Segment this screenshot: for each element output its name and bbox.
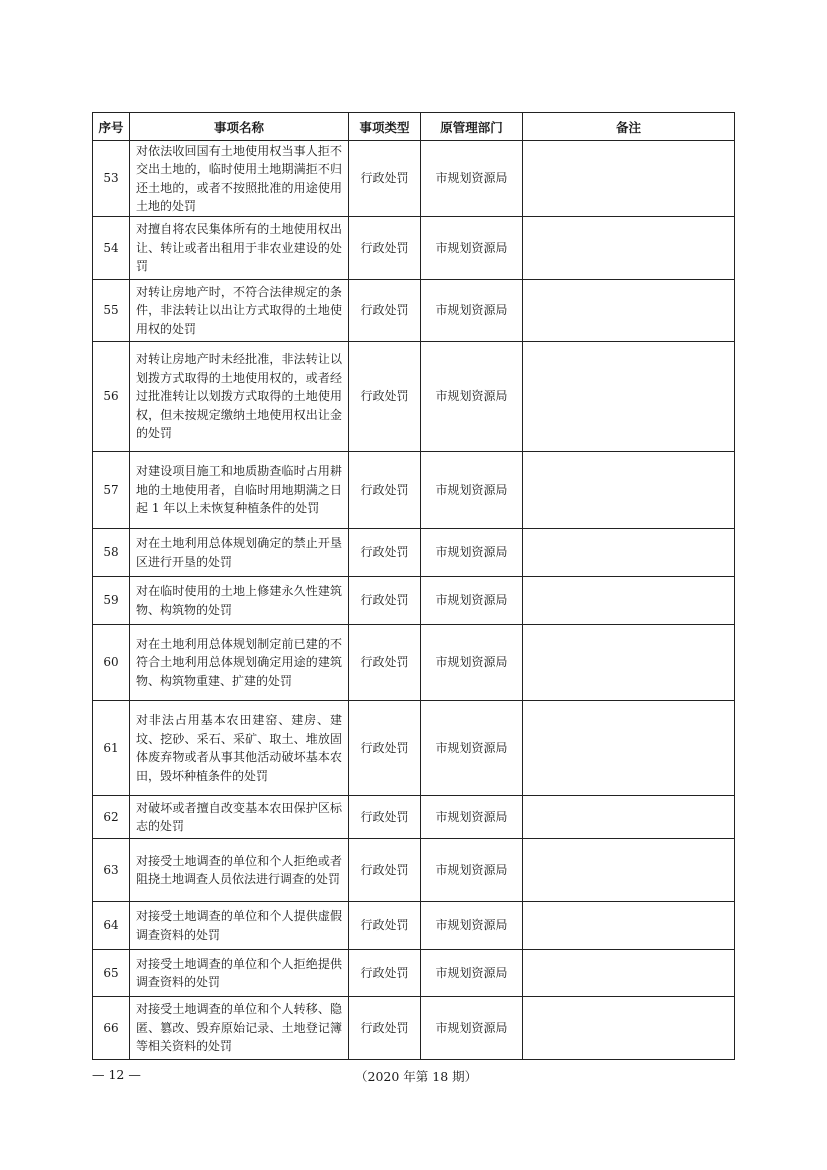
row-no: 60 bbox=[93, 625, 130, 701]
row-no: 64 bbox=[93, 902, 130, 950]
row-dept: 市规划资源局 bbox=[421, 839, 523, 902]
row-type: 行政处罚 bbox=[349, 217, 421, 280]
row-note bbox=[523, 997, 735, 1060]
row-type: 行政处罚 bbox=[349, 839, 421, 902]
row-note bbox=[523, 529, 735, 577]
table-header-row bbox=[93, 113, 735, 141]
row-note bbox=[523, 452, 735, 529]
row-type: 行政处罚 bbox=[349, 796, 421, 839]
row-note bbox=[523, 141, 735, 217]
table-row bbox=[93, 529, 735, 577]
row-name: 对依法收回国有土地使用权当事人拒不交出土地的，临时使用土地期满拒不归还土地的，或者不按照批准的用途使用土地的处罚 bbox=[130, 141, 349, 217]
row-name: 对转让房地产时，不符合法律规定的条件，非法转让以出让方式取得的土地使用权的处罚 bbox=[130, 280, 349, 342]
row-dept: 市规划资源局 bbox=[421, 141, 523, 217]
row-note bbox=[523, 796, 735, 839]
row-name: 对在土地利用总体规划确定的禁止开垦区进行开垦的处罚 bbox=[130, 529, 349, 577]
row-note bbox=[523, 577, 735, 625]
row-note bbox=[523, 280, 735, 342]
row-no: 55 bbox=[93, 280, 130, 342]
row-no: 56 bbox=[93, 342, 130, 452]
row-name: 对建设项目施工和地质勘查临时占用耕地的土地使用者，自临时用地期满之日起 1 年以上未恢复种植条件的处罚 bbox=[130, 452, 349, 529]
row-dept: 市规划资源局 bbox=[421, 577, 523, 625]
table-row bbox=[93, 452, 735, 529]
table-row bbox=[93, 796, 735, 839]
row-dept: 市规划资源局 bbox=[421, 950, 523, 997]
row-no: 66 bbox=[93, 997, 130, 1060]
row-name: 对在土地利用总体规划制定前已建的不符合土地利用总体规划确定用途的建筑物、构筑物重建、扩建的处罚 bbox=[130, 625, 349, 701]
row-dept: 市规划资源局 bbox=[421, 701, 523, 796]
row-no: 65 bbox=[93, 950, 130, 997]
table-row bbox=[93, 701, 735, 796]
header-type: 事项类型 bbox=[349, 113, 421, 141]
row-type: 行政处罚 bbox=[349, 625, 421, 701]
header-note: 备注 bbox=[523, 113, 735, 141]
row-no: 58 bbox=[93, 529, 130, 577]
row-name: 对接受土地调查的单位和个人转移、隐匿、篡改、毁弃原始记录、土地登记簿等相关资料的处罚 bbox=[130, 997, 349, 1060]
row-dept: 市规划资源局 bbox=[421, 342, 523, 452]
header-name: 事项名称 bbox=[130, 113, 349, 141]
row-note bbox=[523, 839, 735, 902]
row-type: 行政处罚 bbox=[349, 141, 421, 217]
matters-table bbox=[92, 112, 735, 1060]
row-name: 对接受土地调查的单位和个人拒绝或者阻挠土地调查人员依法进行调查的处罚 bbox=[130, 839, 349, 902]
table-row bbox=[93, 625, 735, 701]
row-note bbox=[523, 701, 735, 796]
page-number: — 12 — bbox=[92, 1067, 141, 1082]
row-dept: 市规划资源局 bbox=[421, 529, 523, 577]
row-type: 行政处罚 bbox=[349, 452, 421, 529]
row-name: 对转让房地产时未经批准，非法转让以划拨方式取得的土地使用权的，或者经过批准转让以划拨方式取得的土地使用权，但未按规定缴纳土地使用权出让金的处罚 bbox=[130, 342, 349, 452]
table-row bbox=[93, 141, 735, 217]
row-type: 行政处罚 bbox=[349, 280, 421, 342]
table-row bbox=[93, 217, 735, 280]
row-note bbox=[523, 902, 735, 950]
table-row bbox=[93, 280, 735, 342]
row-name: 对擅自将农民集体所有的土地使用权出让、转让或者出租用于非农业建设的处罚 bbox=[130, 217, 349, 280]
row-type: 行政处罚 bbox=[349, 701, 421, 796]
row-no: 57 bbox=[93, 452, 130, 529]
header-dept: 原管理部门 bbox=[421, 113, 523, 141]
row-dept: 市规划资源局 bbox=[421, 796, 523, 839]
row-name: 对接受土地调查的单位和个人拒绝提供调查资料的处罚 bbox=[130, 950, 349, 997]
row-dept: 市规划资源局 bbox=[421, 902, 523, 950]
row-name: 对破坏或者擅自改变基本农田保护区标志的处罚 bbox=[130, 796, 349, 839]
row-note bbox=[523, 217, 735, 280]
row-name: 对非法占用基本农田建窑、建房、建坟、挖砂、采石、采矿、取土、堆放固体废弃物或者从事其他活动破坏基本农田，毁坏种植条件的处罚 bbox=[130, 701, 349, 796]
issue-label: （2020 年第 18 期） bbox=[355, 1069, 478, 1084]
table-row bbox=[93, 577, 735, 625]
row-dept: 市规划资源局 bbox=[421, 625, 523, 701]
row-dept: 市规划资源局 bbox=[421, 280, 523, 342]
row-type: 行政处罚 bbox=[349, 902, 421, 950]
row-type: 行政处罚 bbox=[349, 577, 421, 625]
row-note bbox=[523, 342, 735, 452]
row-no: 61 bbox=[93, 701, 130, 796]
row-no: 63 bbox=[93, 839, 130, 902]
row-note bbox=[523, 950, 735, 997]
header-no: 序号 bbox=[93, 113, 130, 141]
table-row bbox=[93, 950, 735, 997]
row-no: 62 bbox=[93, 796, 130, 839]
row-type: 行政处罚 bbox=[349, 529, 421, 577]
row-name: 对接受土地调查的单位和个人提供虚假调查资料的处罚 bbox=[130, 902, 349, 950]
table-row bbox=[93, 902, 735, 950]
row-no: 54 bbox=[93, 217, 130, 280]
row-name: 对在临时使用的土地上修建永久性建筑物、构筑物的处罚 bbox=[130, 577, 349, 625]
row-dept: 市规划资源局 bbox=[421, 217, 523, 280]
row-type: 行政处罚 bbox=[349, 342, 421, 452]
row-dept: 市规划资源局 bbox=[421, 452, 523, 529]
table-row bbox=[93, 997, 735, 1060]
row-no: 59 bbox=[93, 577, 130, 625]
row-type: 行政处罚 bbox=[349, 950, 421, 997]
row-no: 53 bbox=[93, 141, 130, 217]
table-row bbox=[93, 342, 735, 452]
row-dept: 市规划资源局 bbox=[421, 997, 523, 1060]
row-note bbox=[523, 625, 735, 701]
table-row bbox=[93, 839, 735, 902]
row-type: 行政处罚 bbox=[349, 997, 421, 1060]
